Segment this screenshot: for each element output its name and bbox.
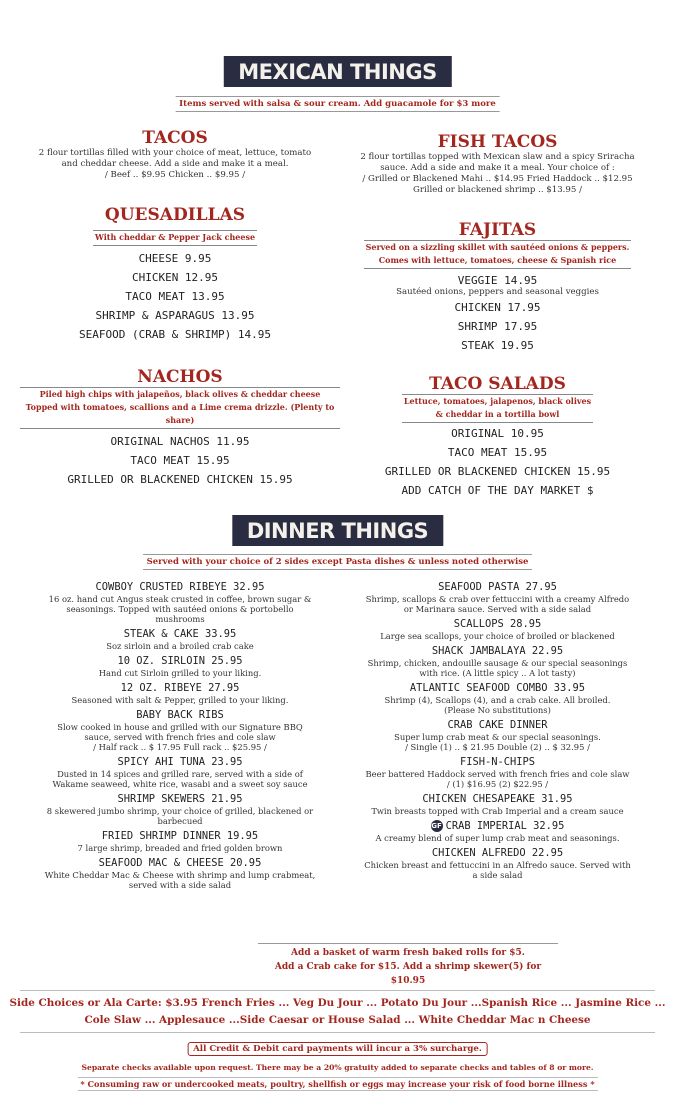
- dish-name: [345, 846, 650, 860]
- dinner-dish: [345, 846, 650, 880]
- dish-desc: Dusted in 14 spices and grilled rare, served with a side of: [57, 769, 303, 779]
- dish-name-text: BABY BACK RIBS: [136, 709, 224, 721]
- dish-name: [30, 654, 330, 668]
- dish-desc: Wakame seaweed, white rice, wasabi and a sweet soy sauce: [52, 779, 308, 789]
- dish-name-text: FRIED SHRIMP DINNER 19.95: [101, 830, 259, 842]
- dish-name-text: SEAFOOD PASTA 27.95: [438, 581, 557, 593]
- dish-name: [30, 792, 330, 806]
- mexican-note: Items served with salsa & sour cream. Add guacamole for $3 more: [175, 96, 500, 112]
- tacos-title: TACOS: [142, 128, 208, 148]
- taco-salads-section: [340, 374, 655, 500]
- menu-item: SHRIMP 17.95: [457, 320, 538, 333]
- dish-desc: Beer battered Haddock served with french fries and cole slaw: [365, 769, 630, 779]
- dish-desc: / Single (1) .. $ 21.95 Double (2) .. $ 32.95 /: [405, 742, 590, 752]
- taco-salads-sub-1: Lettuce, tomatoes, jalapenos, black olives: [403, 396, 592, 406]
- dish-name-text: SHRIMP SKEWERS 21.95: [117, 793, 243, 805]
- menu-item: STEAK 19.95: [461, 339, 534, 352]
- menu-item: GRILLED OR BLACKENED CHICKEN 15.95: [67, 473, 293, 486]
- dinner-dish: [30, 792, 330, 826]
- dinner-right-column: [345, 578, 650, 883]
- dinner-dish: [30, 755, 330, 789]
- dish-name-text: 12 OZ. RIBEYE 27.95: [120, 682, 240, 694]
- dish-name-text: SCALLOPS 28.95: [453, 618, 542, 630]
- dish-desc: 16 oz. hand cut Angus steak crusted in coffee, brown sugar &: [48, 594, 312, 604]
- sides-divider-bottom: [20, 1032, 655, 1033]
- dish-name-text: CRAB CAKE DINNER: [447, 719, 548, 731]
- fajitas-section: [340, 220, 655, 355]
- quesadillas-section: [20, 205, 330, 344]
- fajitas-subtitle: [364, 240, 632, 269]
- dish-name-text: ATLANTIC SEAFOOD COMBO 33.95: [409, 682, 586, 694]
- dish-name-text: CHICKEN CHESAPEAKE 31.95: [422, 793, 573, 805]
- dinner-dish: [30, 856, 330, 890]
- dinner-dish: [345, 644, 650, 678]
- dish-name: [345, 718, 650, 732]
- dinner-dish: [345, 819, 650, 843]
- dinner-dish: [345, 792, 650, 816]
- dish-name-text: SEAFOOD MAC & CHEESE 20.95: [98, 857, 262, 869]
- dinner-dish: [345, 681, 650, 715]
- veggie-desc: Sautéed onions, peppers and seasonal veggies: [396, 287, 599, 297]
- nachos-section: [20, 367, 340, 489]
- dinner-dish: [30, 580, 330, 624]
- dish-desc: Slow cooked in house and grilled with our Signature BBQ: [57, 722, 303, 732]
- dish-desc: a side salad: [472, 870, 523, 880]
- dish-name: [345, 617, 650, 631]
- dinner-dish: [30, 654, 330, 678]
- tacos-desc-1: 2 flour tortillas filled with your choice of meat, lettuce, tomato: [38, 148, 312, 158]
- addons-rolls: Add a basket of warm fresh baked rolls for $5.: [291, 948, 525, 958]
- dish-desc: / Half rack .. $ 17.95 Full rack .. $25.95 /: [93, 742, 267, 752]
- dish-name: [345, 681, 650, 695]
- menu-item: TACO MEAT 13.95: [125, 290, 225, 303]
- menu-item: GRILLED OR BLACKENED CHICKEN 15.95: [384, 465, 611, 478]
- dish-desc: 7 large shrimp, breaded and fried golden brown: [77, 843, 283, 853]
- taco-salads-subtitle: [402, 394, 593, 423]
- surcharge-notice: All Credit & Debit card payments will incur a 3% surcharge.: [187, 1042, 488, 1056]
- dish-name-text: 10 OZ. SIRLOIN 25.95: [117, 655, 243, 667]
- dish-desc: sauce, served with french fries and cole slaw: [84, 732, 276, 742]
- dish-name-text: SPICY AHI TUNA 23.95: [117, 756, 243, 768]
- menu-item: TACO MEAT 15.95: [130, 454, 230, 467]
- dinner-dish: [30, 708, 330, 752]
- tacos-prices: / Beef .. $9.95 Chicken .. $9.95 /: [104, 170, 246, 180]
- menu-item: SHRIMP & ASPARAGUS 13.95: [95, 309, 255, 322]
- dish-desc: A creamy blend of super lump crab meat and seasonings.: [375, 833, 620, 843]
- dish-desc: Large sea scallops, your choice of broiled or blackened: [380, 631, 615, 641]
- nachos-subtitle: [20, 387, 340, 429]
- dish-desc: Shrimp, chicken, andouille sausage & our special seasonings: [367, 658, 628, 668]
- addons: [258, 943, 558, 988]
- dish-name: [345, 819, 650, 833]
- dish-name: [30, 856, 330, 870]
- dish-desc: Twin breasts topped with Crab Imperial and a cream sauce: [371, 806, 624, 816]
- dinner-dish: [345, 617, 650, 641]
- menu-item: SEAFOOD (CRAB & SHRIMP) 14.95: [78, 328, 272, 341]
- nachos-sub-1: Piled high chips with jalapeños, black olives & cheddar cheese: [39, 389, 321, 399]
- dish-desc: (Please No substitutions): [444, 705, 551, 715]
- dish-name-text: FISH-N-CHIPS: [459, 756, 536, 768]
- gluten-free-icon: GF: [431, 822, 442, 830]
- dish-desc: Shrimp (4), Scallops (4), and a crab cake. All broiled.: [384, 695, 611, 705]
- fajitas-sub-1: Served on a sizzling skillet with sautéed onions & peppers.: [365, 242, 630, 252]
- dish-name-text: STEAK & CAKE 33.95: [123, 628, 237, 640]
- fish-tacos-prices-1: / Grilled or Blackened Mahi .. $14.95 Fried Haddock .. $12.95: [362, 174, 633, 184]
- dinner-left-column: [30, 578, 330, 893]
- menu-item: CHICKEN 12.95: [131, 271, 219, 284]
- menu-item: CHICKEN 17.95: [454, 301, 541, 314]
- sides-divider-top: [20, 990, 655, 991]
- dish-name: [30, 627, 330, 641]
- fish-tacos-prices-2: Grilled or blackened shrimp .. $13.95 /: [413, 185, 582, 195]
- menu-item: ORIGINAL 10.95: [451, 427, 544, 440]
- menu-item: VEGGIE 14.95: [457, 274, 538, 287]
- dish-desc: Seasoned with salt & Pepper, grilled to your liking.: [71, 695, 289, 705]
- dish-name-text: CHICKEN ALFREDO 22.95: [431, 847, 564, 859]
- dinner-dish: [30, 829, 330, 853]
- quesadillas-title: QUESADILLAS: [104, 205, 246, 225]
- dish-name-text: SHACK JAMBALAYA 22.95: [431, 645, 564, 657]
- dish-desc: Chicken breast and fettuccini in an Alfredo sauce. Served with: [364, 860, 631, 870]
- dish-desc: barbecued: [157, 816, 203, 826]
- mexican-things-banner: MEXICAN THINGS: [226, 56, 448, 87]
- dish-name: [345, 580, 650, 594]
- dish-desc: seasonings. Topped with sautéed onions & portobello: [66, 604, 294, 614]
- side-choices: [0, 995, 675, 1029]
- dish-desc: with rice. (A little spicy .. A lot tasty): [419, 668, 576, 678]
- menu-item: TACO MEAT 15.95: [447, 446, 548, 459]
- dish-desc: Hand cut Sirloin grilled to your liking.: [98, 668, 262, 678]
- dinner-dish: [30, 681, 330, 705]
- dish-name: [30, 681, 330, 695]
- dish-desc: / (1) $16.95 (2) $22.95 /: [446, 779, 549, 789]
- menu-item: ORIGINAL NACHOS 11.95: [110, 435, 250, 448]
- dish-desc: Super lump crab meat & our special seasonings.: [394, 732, 601, 742]
- dish-name: [30, 580, 330, 594]
- separate-checks-note: Separate checks available upon request. There may be a 20% gratuity added to separate checks and tables of 8 or more.: [81, 1063, 594, 1072]
- dinner-note: Served with your choice of 2 sides except Pasta dishes & unless noted otherwise: [143, 554, 533, 570]
- dish-name-text: COWBOY CRUSTED RIBEYE 32.95: [95, 581, 265, 593]
- taco-salads-sub-2: & cheddar in a tortilla bowl: [435, 409, 560, 419]
- dish-desc: Soz sirloin and a broiled crab cake: [106, 641, 254, 651]
- side-choices-line-1: Side Choices or Ala Carte: $3.95 French Fries ... Veg Du Jour ... Potato Du Jour ...Spanish Rice ... Jasmine Rice ...: [9, 997, 666, 1009]
- dinner-dish: [345, 580, 650, 614]
- fish-tacos-desc-1: 2 flour tortillas topped with Mexican slaw and a spicy Sriracha: [360, 152, 635, 162]
- nachos-title: NACHOS: [137, 367, 223, 387]
- fish-tacos-title: FISH TACOS: [437, 132, 558, 152]
- nachos-sub-2: Topped with tomatoes, scallions and a Lime crema drizzle. (Plenty to share): [25, 402, 335, 425]
- dinner-dish: [30, 627, 330, 651]
- dish-name: [30, 829, 330, 843]
- addons-crab-shrimp: Add a Crab cake for $15. Add a shrimp skewer(5) for $10.95: [274, 962, 542, 986]
- food-safety-warning: * Consuming raw or undercooked meats, poultry, shellfish or eggs may increase your risk of food borne illness *: [77, 1077, 597, 1091]
- dish-name-text: CRAB IMPERIAL 32.95: [445, 820, 565, 832]
- dinner-things-banner: DINNER THINGS: [235, 515, 440, 546]
- dish-name: [345, 644, 650, 658]
- fajitas-title: FAJITAS: [458, 220, 537, 240]
- fish-tacos-section: [340, 132, 655, 196]
- dish-name: [345, 792, 650, 806]
- dish-name: [30, 755, 330, 769]
- dish-desc: mushrooms: [155, 614, 205, 624]
- dinner-dish: [345, 755, 650, 789]
- tacos-desc-2: and cheddar cheese. Add a side and make it a meal.: [61, 159, 289, 169]
- taco-salads-title: TACO SALADS: [429, 374, 566, 394]
- dish-name: [30, 708, 330, 722]
- dish-desc: 8 skewered jumbo shrimp, your choice of grilled, blackened or: [46, 806, 314, 816]
- fajitas-sub-2: Comes with lettuce, tomatoes, cheese & Spanish rice: [378, 255, 617, 265]
- dish-desc: White Cheddar Mac & Cheese with shrimp and lump crabmeat,: [44, 870, 316, 880]
- menu-item: CHEESE 9.95: [138, 252, 212, 265]
- menu-item: ADD CATCH OF THE DAY MARKET $: [401, 484, 594, 497]
- fish-tacos-desc-2: sauce. Add a side and make it a meal. Your choice of :: [380, 163, 615, 173]
- dinner-dish: [345, 718, 650, 752]
- quesadillas-subtitle: With cheddar & Pepper Jack cheese: [93, 230, 257, 246]
- side-choices-line-2: Cole Slaw ... Applesauce ...Side Caesar or House Salad ... White Cheddar Mac n Cheese: [84, 1014, 591, 1026]
- dish-desc: served with a side salad: [128, 880, 232, 890]
- dish-desc: or Marinara sauce. Served with a side salad: [403, 604, 592, 614]
- tacos-section: [20, 128, 330, 181]
- dish-desc: Shrimp, scallops & crab over fettuccini with a creamy Alfredo: [365, 594, 630, 604]
- dish-name: [345, 755, 650, 769]
